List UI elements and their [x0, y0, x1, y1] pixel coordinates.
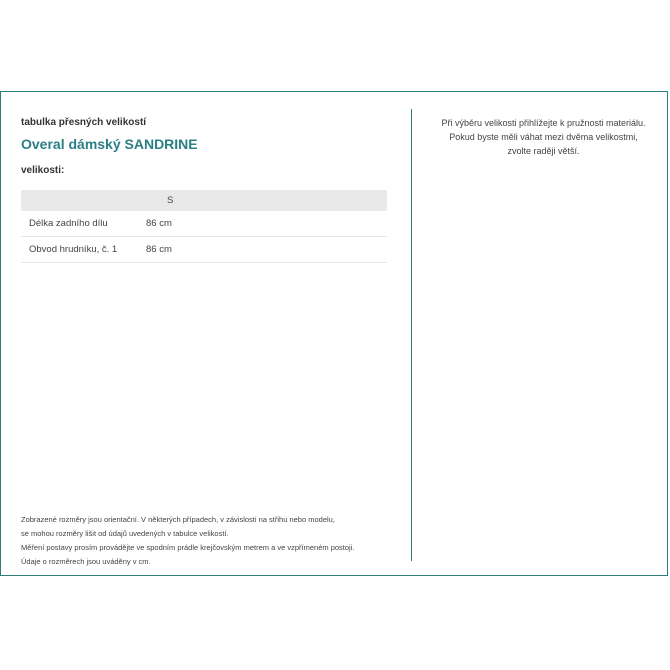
page-subtitle: tabulka přesných velikostí: [21, 117, 147, 128]
note-line: Údaje o rozměrech jsou uváděny v cm.: [21, 557, 151, 566]
note-line: se mohou rozměry lišit od údajů uvedených v tabulce velikostí.: [21, 529, 229, 538]
advice-line: Při výběru velikosti přihlížejte k pružnosti materiálu.: [441, 118, 646, 128]
size-advice: [421, 116, 666, 158]
size-chart-card: [0, 91, 668, 576]
size-table-section: [21, 117, 387, 263]
table-row: [21, 237, 387, 263]
vertical-divider: [411, 109, 412, 561]
note-line: Měření postavy prosím provádějte ve spodním prádle krejčovským metrem a ve vzpřímeném postoji.: [21, 543, 355, 552]
column-header-size: S: [21, 190, 387, 211]
table-row: [21, 211, 387, 237]
measurement-notes: [21, 513, 401, 569]
measurement-value: 86 cm: [146, 211, 387, 237]
product-title: Overal dámský SANDRINE: [21, 136, 198, 152]
measurement-name: Obvod hrudníku, č. 1: [21, 237, 146, 263]
table-header-row: [21, 190, 387, 211]
sizes-label: velikosti:: [21, 165, 65, 176]
measurement-name: Délka zadního dílu: [21, 211, 146, 237]
measurement-value: 86 cm: [146, 237, 387, 263]
size-table: [21, 190, 387, 263]
advice-line: Pokud byste měli váhat mezi dvěma velikostmi,: [449, 132, 638, 142]
advice-line: zvolte raději větší.: [507, 146, 580, 156]
note-line: Zobrazené rozměry jsou orientační. V některých případech, v závislosti na střihu nebo modelu,: [21, 515, 335, 524]
